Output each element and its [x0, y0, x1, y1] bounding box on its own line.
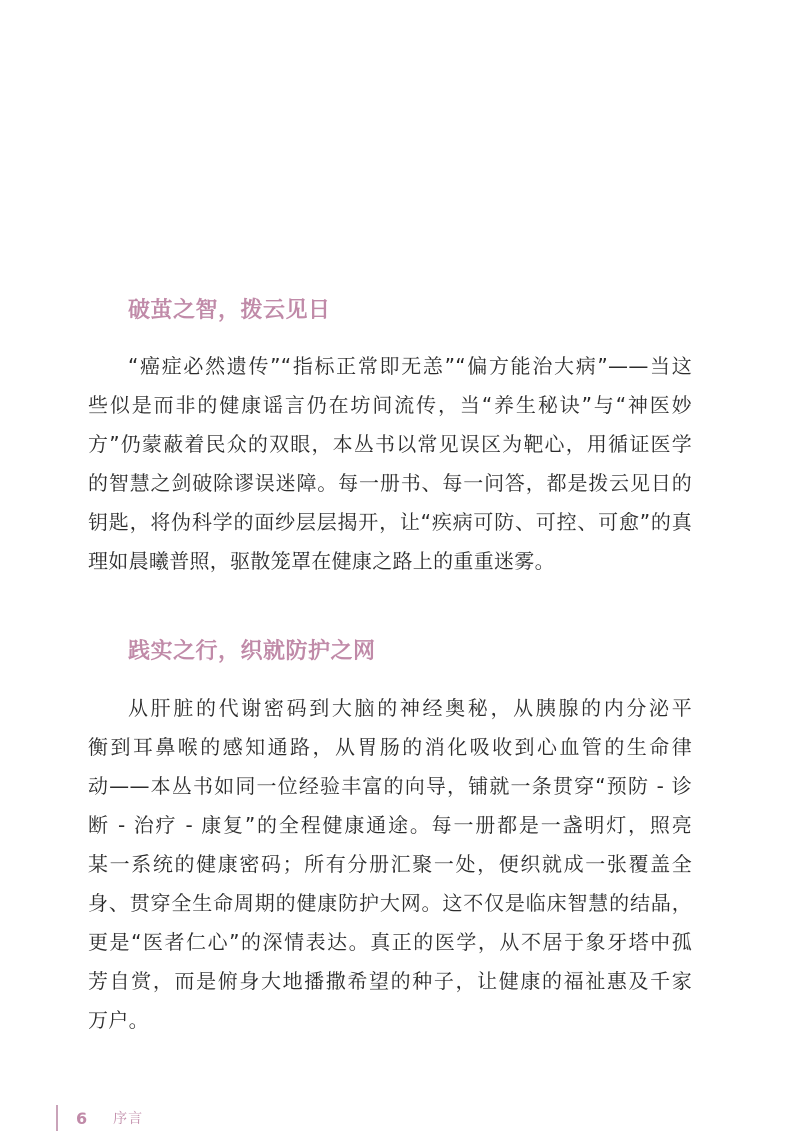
page-footer: [56, 1104, 143, 1132]
paragraph-line: “癌症必然遗传”“指标正常即无恙”“偏方能治大病”——当这: [128, 354, 692, 378]
paragraph-line: 更是“医者仁心”的深情表达。真正的医学，从不居于象牙塔中孤: [88, 930, 692, 954]
paragraph-line: 些似是而非的健康谣言仍在坊间流传，当“养生秘诀”与“神医妙: [88, 393, 692, 417]
page-number: 6: [76, 1108, 88, 1128]
footer-divider: [56, 1105, 58, 1131]
section-heading: 践实之行，织就防护之网: [128, 639, 376, 664]
paragraph-line: 的智慧之剑破除谬误迷障。每一册书、每一问答，都是拨云见日的: [88, 471, 692, 495]
paragraph-line: 衡到耳鼻喉的感知通路，从胃肠的消化吸收到心血管的生命律: [88, 735, 692, 759]
paragraph-line: 身、贯穿全生命周期的健康防护大网。这不仅是临床智慧的结晶，: [88, 891, 692, 915]
paragraph: [88, 689, 692, 1040]
paragraph-line: 从肝脏的代谢密码到大脑的神经奥秘，从胰腺的内分泌平: [128, 696, 692, 720]
paragraph: [88, 347, 692, 581]
paragraph-line: 万户。: [88, 1008, 149, 1032]
paragraph-line: 某一系统的健康密码；所有分册汇聚一处，便织就成一张覆盖全: [88, 852, 692, 876]
paragraph-line: 钥匙，将伪科学的面纱层层揭开，让“疾病可防、可控、可愈”的真: [88, 510, 692, 534]
paragraph-line: 芳自赏，而是俯身大地播撒希望的种子，让健康的福祉惠及千家: [88, 969, 692, 993]
section-heading: 破茧之智，拨云见日: [128, 298, 331, 323]
paragraph-line: 方”仍蒙蔽着民众的双眼，本丛书以常见误区为靶心，用循证医学: [88, 432, 692, 456]
paragraph-line: 理如晨曦普照，驱散笼罩在健康之路上的重重迷雾。: [88, 549, 555, 573]
paragraph-line: 动——本丛书如同一位经验丰富的向导，铺就一条贯穿“预防 - 诊: [88, 774, 692, 798]
paragraph-line: 断 - 治疗 - 康复”的全程健康通途。每一册都是一盏明灯，照亮: [88, 813, 692, 837]
running-section-label: 序言: [113, 1111, 144, 1127]
